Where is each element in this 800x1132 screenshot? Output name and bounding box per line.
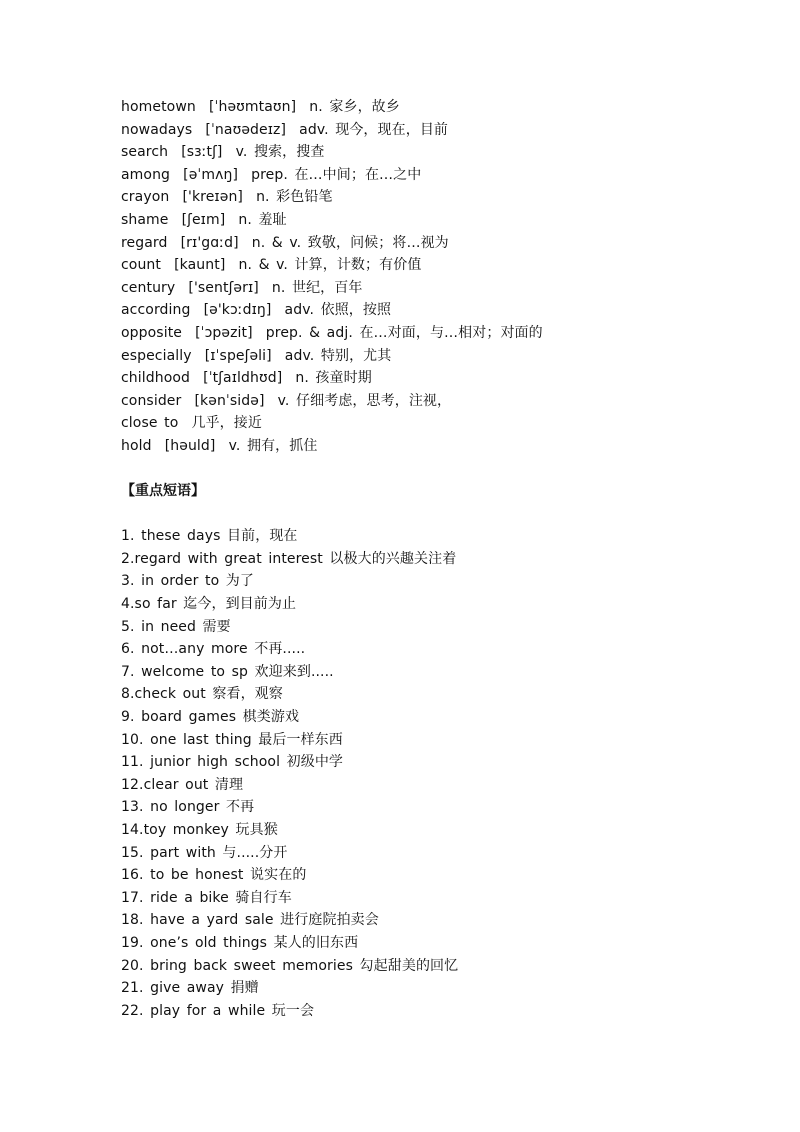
- vocab-item: especially [ɪˈspeʃəli] adv. 特别，尤其: [121, 347, 392, 364]
- vocab-item: century ['sentʃərɪ] n. 世纪，百年: [121, 279, 363, 296]
- phrase-item: 10. one last thing 最后一样东西: [121, 731, 343, 748]
- vocabulary-list: [121, 96, 761, 458]
- vocab-item: consider [kənˈsidə] v. 仔细考虑，思考，注视，: [121, 392, 452, 409]
- vocab-item: hold [həuld] v. 拥有，抓住: [121, 437, 318, 454]
- phrase-item: 20. bring back sweet memories 勾起甜美的回忆: [121, 957, 459, 974]
- phrase-item: 9. board games 棋类游戏: [121, 709, 300, 726]
- phrase-item: 1. these days 目前，现在: [121, 528, 298, 545]
- vocab-item: childhood [ˈtʃaɪldhʊd] n. 孩童时期: [121, 370, 372, 387]
- vocab-item: hometown [ˈhəʊmtaʊn] n. 家乡，故乡: [121, 99, 400, 115]
- vocab-item: shame [ʃeɪm] n. 羞耻: [121, 211, 287, 228]
- phrase-item: 2.regard with great interest 以极大的兴趣关注着: [121, 550, 457, 567]
- vocab-item: count [kaunt] n. & v. 计算，计数；有价值: [121, 257, 422, 274]
- phrase-item: 14.toy monkey 玩具猴: [121, 822, 278, 838]
- vocab-item: regard [rɪ'gɑːd] n. & v. 致敬，问候；将…视为: [121, 234, 449, 251]
- vocab-item: nowadays [ˈnaʊədeɪz] adv. 现今，现在，目前: [121, 121, 449, 138]
- vocab-item: crayon ['kreɪən] n. 彩色铅笔: [121, 189, 333, 206]
- vocab-item: search [sɜːtʃ] v. 搜索，搜查: [121, 144, 325, 161]
- phrase-item: 19. one’s old things 某人的旧东西: [121, 934, 359, 951]
- vocab-item: opposite [ˈɔpəzit] prep. & adj. 在…对面，与…相对；对面的: [121, 324, 543, 341]
- document-page: [121, 96, 761, 1022]
- phrase-item: 12.clear out 清理: [121, 776, 244, 793]
- phrase-item: 16. to be honest 说实在的: [121, 867, 307, 884]
- phrase-item: 18. have a yard sale 进行庭院拍卖会: [121, 912, 379, 929]
- phrase-item: 21. give away 捐赠: [121, 980, 259, 997]
- phrase-item: 3. in order to 为了: [121, 573, 255, 590]
- phrases-list: [121, 525, 761, 1022]
- spacer: [121, 458, 761, 481]
- phrase-item: 8.check out 察看，观察: [121, 686, 283, 703]
- phrase-item: 13. no longer 不再: [121, 799, 255, 816]
- phrase-item: 17. ride a bike 骑自行车: [121, 889, 292, 906]
- phrase-item: 7. welcome to sp 欢迎来到.....: [121, 663, 334, 680]
- vocab-item: according [ə'kɔːdɪŋ] adv. 依照，按照: [121, 302, 392, 319]
- vocab-item: among [əˈmʌŋ] prep. 在…中间；在…之中: [121, 166, 422, 183]
- spacer: [121, 503, 761, 526]
- vocab-item: close to 几乎，接近: [121, 415, 262, 432]
- phrases-heading: 【重点短语】: [121, 483, 205, 500]
- phrase-item: 11. junior high school 初级中学: [121, 754, 344, 771]
- phrase-item: 5. in need 需要: [121, 618, 231, 635]
- phrase-item: 6. not…any more 不再.....: [121, 641, 306, 658]
- phrase-item: 22. play for a while 玩一会: [121, 1002, 315, 1019]
- phrase-item: 4.so far 迄今，到目前为止: [121, 596, 297, 613]
- phrase-item: 15. part with 与.....分开: [121, 844, 288, 861]
